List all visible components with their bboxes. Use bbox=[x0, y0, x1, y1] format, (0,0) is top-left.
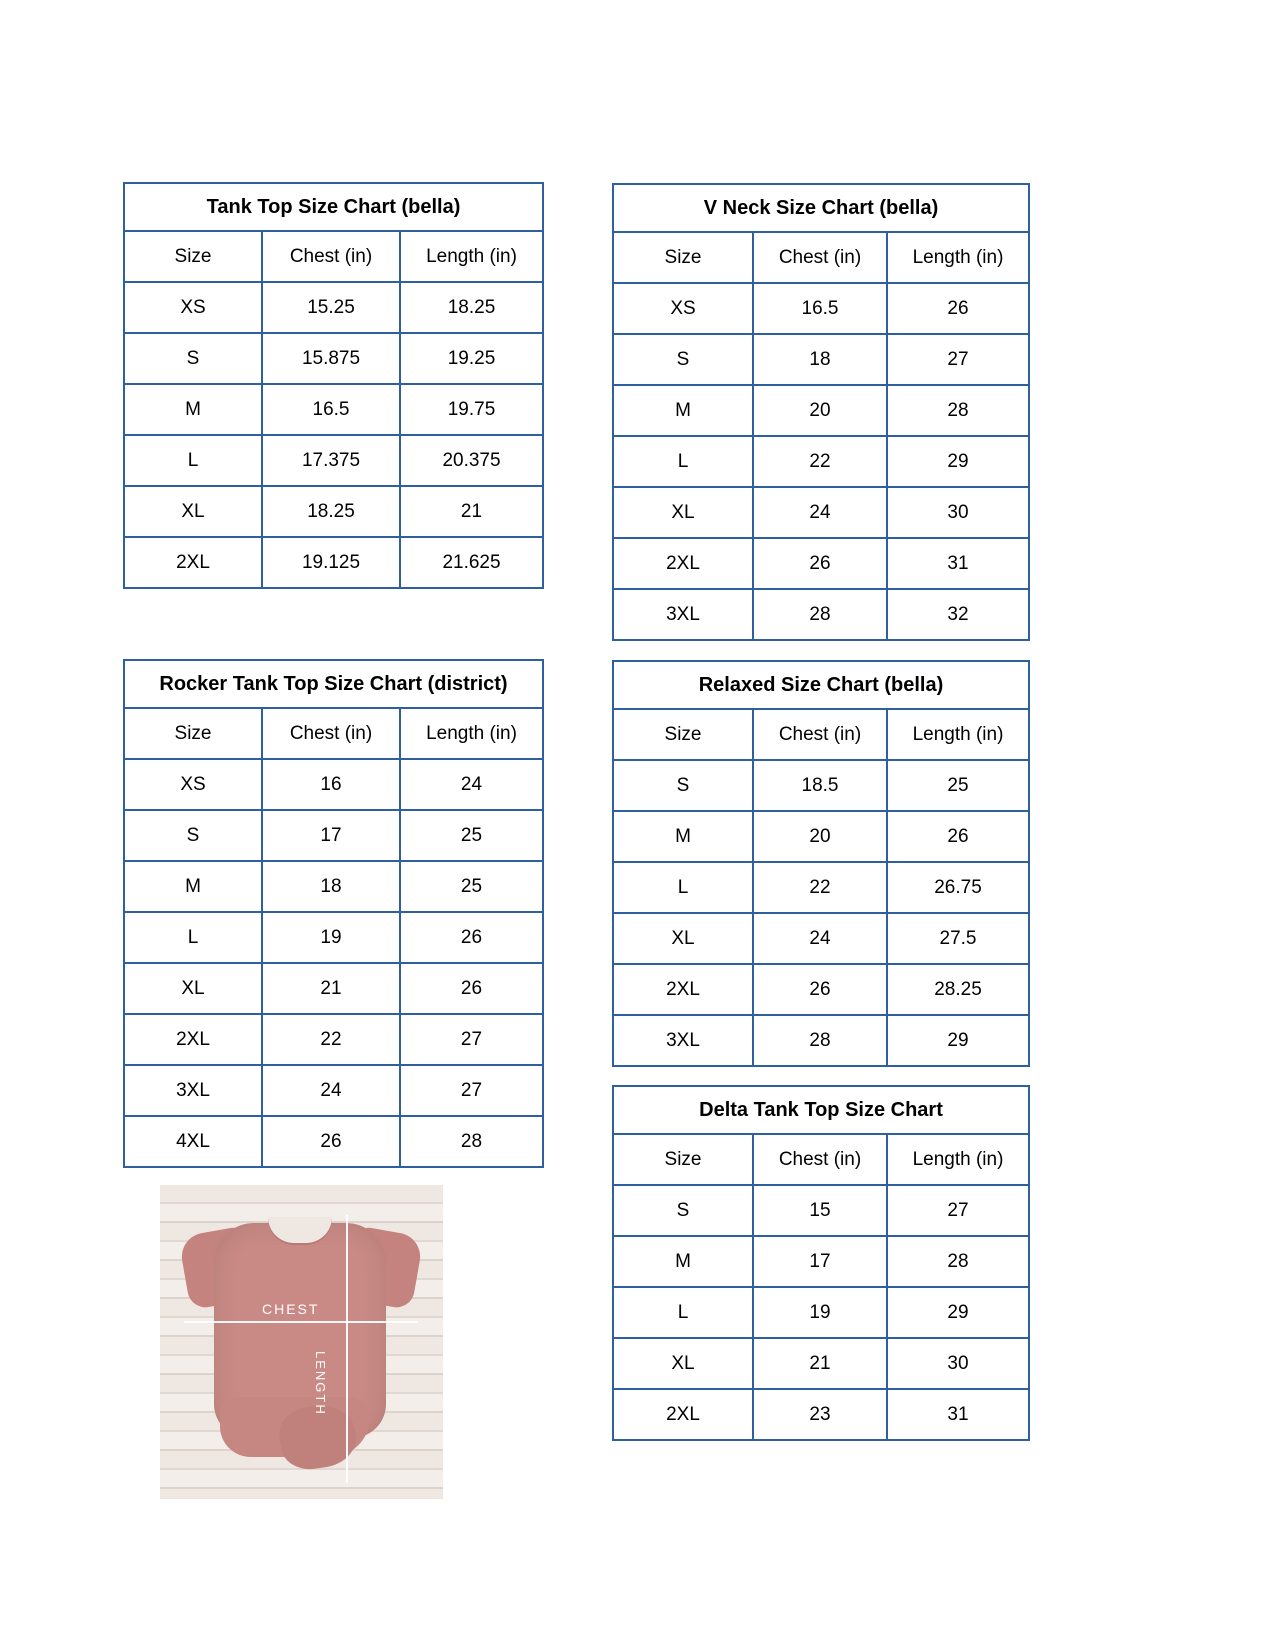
cell-size: 3XL bbox=[613, 589, 753, 640]
cell-length: 25 bbox=[400, 861, 543, 912]
table-row bbox=[613, 1389, 1029, 1440]
table-row bbox=[613, 589, 1029, 640]
table-title: Rocker Tank Top Size Chart (district) bbox=[124, 660, 543, 708]
rocker-tank-top-size-table bbox=[123, 659, 544, 1168]
cell-size: 2XL bbox=[613, 538, 753, 589]
delta-tank-top-size-chart-block bbox=[612, 1085, 1030, 1441]
cell-length: 26 bbox=[400, 912, 543, 963]
cell-size: 2XL bbox=[613, 1389, 753, 1440]
cell-chest: 18 bbox=[262, 861, 400, 912]
table-row bbox=[613, 1287, 1029, 1338]
cell-chest: 19 bbox=[262, 912, 400, 963]
cell-chest: 15.875 bbox=[262, 333, 400, 384]
cell-chest: 22 bbox=[753, 862, 887, 913]
cell-length: 29 bbox=[887, 1287, 1029, 1338]
table-row bbox=[613, 862, 1029, 913]
cell-length: 21.625 bbox=[400, 537, 543, 588]
cell-length: 26.75 bbox=[887, 862, 1029, 913]
cell-size: 3XL bbox=[613, 1015, 753, 1066]
cell-size: L bbox=[124, 912, 262, 963]
cell-chest: 21 bbox=[262, 963, 400, 1014]
cell-size: M bbox=[613, 385, 753, 436]
cell-length: 28 bbox=[887, 385, 1029, 436]
table-row bbox=[613, 1015, 1029, 1066]
cell-length: 27 bbox=[400, 1065, 543, 1116]
cell-size: XS bbox=[124, 759, 262, 810]
cell-length: 26 bbox=[887, 283, 1029, 334]
cell-length: 28.25 bbox=[887, 964, 1029, 1015]
cell-chest: 19.125 bbox=[262, 537, 400, 588]
table-row bbox=[124, 861, 543, 912]
cell-length: 19.75 bbox=[400, 384, 543, 435]
column-header-chest: Chest (in) bbox=[262, 708, 400, 759]
table-title-row bbox=[613, 661, 1029, 709]
cell-length: 27 bbox=[887, 1185, 1029, 1236]
length-measure-label: LENGTH bbox=[313, 1351, 328, 1416]
table-row bbox=[124, 333, 543, 384]
tshirt-illustration bbox=[176, 1201, 426, 1483]
table-row bbox=[124, 912, 543, 963]
table-row bbox=[613, 1338, 1029, 1389]
table-row bbox=[124, 759, 543, 810]
column-header-size: Size bbox=[613, 709, 753, 760]
cell-length: 30 bbox=[887, 1338, 1029, 1389]
cell-size: L bbox=[613, 1287, 753, 1338]
cell-size: XL bbox=[124, 963, 262, 1014]
tank-top-size-chart-block bbox=[123, 182, 544, 589]
cell-size: 2XL bbox=[124, 1014, 262, 1065]
cell-length: 27 bbox=[887, 334, 1029, 385]
table-row bbox=[613, 760, 1029, 811]
cell-chest: 18.25 bbox=[262, 486, 400, 537]
cell-size: S bbox=[613, 334, 753, 385]
cell-chest: 26 bbox=[753, 538, 887, 589]
v-neck-size-chart-block bbox=[612, 183, 1030, 641]
cell-size: S bbox=[124, 333, 262, 384]
cell-size: L bbox=[613, 436, 753, 487]
table-row bbox=[124, 384, 543, 435]
cell-length: 27 bbox=[400, 1014, 543, 1065]
table-header-row bbox=[613, 709, 1029, 760]
cell-size: M bbox=[124, 384, 262, 435]
table-row bbox=[613, 1236, 1029, 1287]
column-header-size: Size bbox=[613, 232, 753, 283]
measurement-photo bbox=[160, 1185, 443, 1499]
cell-chest: 16 bbox=[262, 759, 400, 810]
cell-size: XL bbox=[613, 1338, 753, 1389]
cell-length: 24 bbox=[400, 759, 543, 810]
column-header-size: Size bbox=[613, 1134, 753, 1185]
cell-length: 25 bbox=[887, 760, 1029, 811]
table-title: V Neck Size Chart (bella) bbox=[613, 184, 1029, 232]
cell-chest: 15 bbox=[753, 1185, 887, 1236]
cell-chest: 17.375 bbox=[262, 435, 400, 486]
table-row bbox=[124, 435, 543, 486]
cell-size: L bbox=[124, 435, 262, 486]
cell-chest: 20 bbox=[753, 811, 887, 862]
table-row bbox=[124, 282, 543, 333]
cell-length: 20.375 bbox=[400, 435, 543, 486]
cell-length: 29 bbox=[887, 436, 1029, 487]
relaxed-size-chart-block bbox=[612, 660, 1030, 1067]
table-title: Delta Tank Top Size Chart bbox=[613, 1086, 1029, 1134]
cell-chest: 23 bbox=[753, 1389, 887, 1440]
table-row bbox=[124, 486, 543, 537]
table-header-row bbox=[613, 1134, 1029, 1185]
table-row bbox=[124, 537, 543, 588]
cell-chest: 22 bbox=[262, 1014, 400, 1065]
cell-size: 3XL bbox=[124, 1065, 262, 1116]
cell-chest: 17 bbox=[753, 1236, 887, 1287]
cell-size: M bbox=[613, 1236, 753, 1287]
table-row bbox=[613, 964, 1029, 1015]
cell-chest: 24 bbox=[753, 913, 887, 964]
cell-chest: 26 bbox=[753, 964, 887, 1015]
table-row bbox=[613, 487, 1029, 538]
cell-size: L bbox=[613, 862, 753, 913]
cell-size: S bbox=[124, 810, 262, 861]
cell-length: 31 bbox=[887, 1389, 1029, 1440]
cell-size: XL bbox=[613, 913, 753, 964]
table-row bbox=[613, 538, 1029, 589]
cell-length: 21 bbox=[400, 486, 543, 537]
cell-length: 25 bbox=[400, 810, 543, 861]
length-measure-line bbox=[346, 1215, 348, 1483]
cell-chest: 16.5 bbox=[262, 384, 400, 435]
cell-length: 26 bbox=[400, 963, 543, 1014]
cell-size: M bbox=[124, 861, 262, 912]
cell-chest: 24 bbox=[753, 487, 887, 538]
table-row bbox=[613, 811, 1029, 862]
cell-size: XL bbox=[613, 487, 753, 538]
cell-size: 2XL bbox=[124, 537, 262, 588]
column-header-length: Length (in) bbox=[400, 231, 543, 282]
cell-chest: 28 bbox=[753, 589, 887, 640]
table-title: Tank Top Size Chart (bella) bbox=[124, 183, 543, 231]
table-row bbox=[613, 385, 1029, 436]
cell-length: 28 bbox=[887, 1236, 1029, 1287]
cell-length: 19.25 bbox=[400, 333, 543, 384]
table-title-row bbox=[613, 1086, 1029, 1134]
cell-chest: 16.5 bbox=[753, 283, 887, 334]
cell-chest: 28 bbox=[753, 1015, 887, 1066]
table-row bbox=[613, 334, 1029, 385]
table-row bbox=[124, 810, 543, 861]
table-row bbox=[613, 283, 1029, 334]
cell-chest: 26 bbox=[262, 1116, 400, 1167]
column-header-size: Size bbox=[124, 708, 262, 759]
column-header-length: Length (in) bbox=[887, 1134, 1029, 1185]
cell-chest: 20 bbox=[753, 385, 887, 436]
cell-size: XL bbox=[124, 486, 262, 537]
cell-size: M bbox=[613, 811, 753, 862]
chest-measure-line bbox=[184, 1321, 418, 1323]
relaxed-size-table bbox=[612, 660, 1030, 1067]
cell-length: 27.5 bbox=[887, 913, 1029, 964]
cell-chest: 15.25 bbox=[262, 282, 400, 333]
cell-chest: 22 bbox=[753, 436, 887, 487]
cell-chest: 17 bbox=[262, 810, 400, 861]
column-header-chest: Chest (in) bbox=[753, 709, 887, 760]
cell-length: 31 bbox=[887, 538, 1029, 589]
cell-length: 32 bbox=[887, 589, 1029, 640]
column-header-length: Length (in) bbox=[400, 708, 543, 759]
table-row bbox=[613, 436, 1029, 487]
cell-size: 2XL bbox=[613, 964, 753, 1015]
tank-top-size-table bbox=[123, 182, 544, 589]
cell-length: 30 bbox=[887, 487, 1029, 538]
table-row bbox=[613, 913, 1029, 964]
table-title-row bbox=[124, 660, 543, 708]
table-row bbox=[124, 1116, 543, 1167]
rocker-tank-top-size-chart-block bbox=[123, 659, 544, 1168]
column-header-length: Length (in) bbox=[887, 709, 1029, 760]
column-header-chest: Chest (in) bbox=[753, 232, 887, 283]
cell-size: 4XL bbox=[124, 1116, 262, 1167]
cell-length: 29 bbox=[887, 1015, 1029, 1066]
table-header-row bbox=[124, 231, 543, 282]
table-title-row bbox=[124, 183, 543, 231]
cell-length: 28 bbox=[400, 1116, 543, 1167]
cell-size: S bbox=[613, 1185, 753, 1236]
table-title-row bbox=[613, 184, 1029, 232]
table-header-row bbox=[613, 232, 1029, 283]
table-header-row bbox=[124, 708, 543, 759]
column-header-size: Size bbox=[124, 231, 262, 282]
cell-length: 26 bbox=[887, 811, 1029, 862]
column-header-chest: Chest (in) bbox=[753, 1134, 887, 1185]
cell-chest: 24 bbox=[262, 1065, 400, 1116]
cell-size: XS bbox=[124, 282, 262, 333]
chest-measure-label: CHEST bbox=[262, 1301, 320, 1317]
table-title: Relaxed Size Chart (bella) bbox=[613, 661, 1029, 709]
cell-length: 18.25 bbox=[400, 282, 543, 333]
cell-size: XS bbox=[613, 283, 753, 334]
cell-chest: 21 bbox=[753, 1338, 887, 1389]
column-header-length: Length (in) bbox=[887, 232, 1029, 283]
table-row bbox=[124, 1014, 543, 1065]
table-row bbox=[124, 1065, 543, 1116]
cell-size: S bbox=[613, 760, 753, 811]
column-header-chest: Chest (in) bbox=[262, 231, 400, 282]
table-row bbox=[124, 963, 543, 1014]
table-row bbox=[613, 1185, 1029, 1236]
cell-chest: 18.5 bbox=[753, 760, 887, 811]
delta-tank-top-size-table bbox=[612, 1085, 1030, 1441]
cell-chest: 18 bbox=[753, 334, 887, 385]
v-neck-size-table bbox=[612, 183, 1030, 641]
cell-chest: 19 bbox=[753, 1287, 887, 1338]
